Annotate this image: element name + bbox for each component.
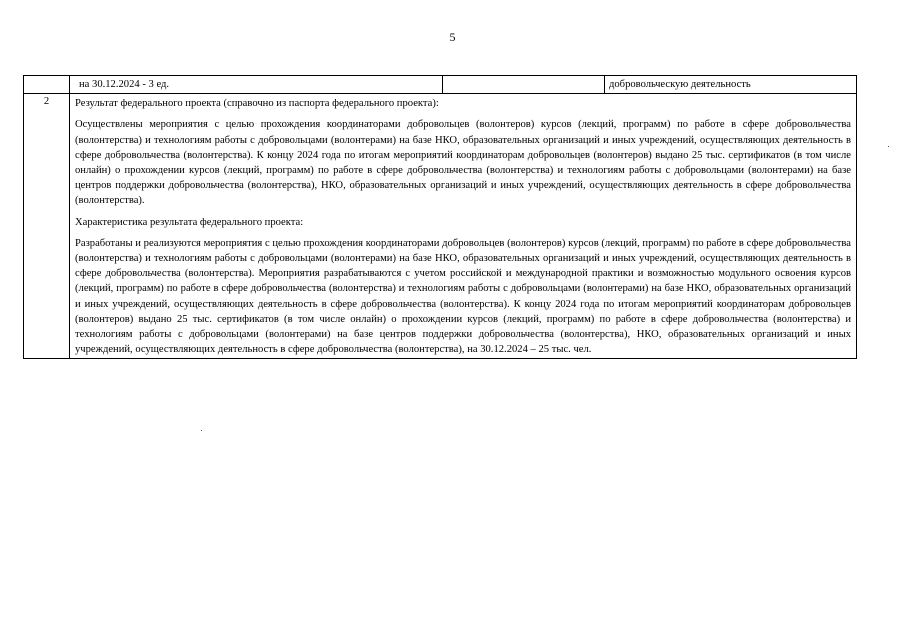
project-results-table [23,75,857,359]
deadline-value-cell: на 30.12.2024 - 3 ед. [75,76,443,93]
characteristic-paragraph: Разработаны и реализуются мероприятия с целью прохождения координаторами добровольцев (волонтеров) курсов (лекций, программ) по работе в сфере добровольчества (волонтерства) и технологиям работы с добровольцами (волонтерами) на базе НКО, образовательных организаций и иных учреждений, осуществляющих деятельность в сфере добровольчества (волонтерства). Мероприятия разрабатываются с учетом российской и международной практики и возможностью модульного освоения курсов (лекций, программ) по работе в сфере добровольчества (волонтерства) и технологиям работы с добровольцами (волонтерами) на базе НКО, образовательных организаций и иных учреждений, осуществляющих деятельность в сфере добровольчества (волонтерства). К концу 2024 года по итогам мероприятий координаторам добровольцев (волонтеров) выдано 25 тыс. сертификатов (в том числе онлайн) о прохождении курсов (лекций, программ) по работе в сфере добровольчества (волонтерства) и технологиям работы с добровольцами (волонтерами) на базе центров поддержки добровольчества (волонтерства), НКО, образовательных организаций и иных учреждений, осуществляющих деятельность в сфере добровольчества (волонтерства), на 30.12.2024 – 25 тыс. чел. [75,237,851,356]
result-heading: Результат федерального проекта (справочно из паспорта федерального проекта): [75,98,439,110]
activity-subcell: добровольческую деятельность [609,79,751,90]
scan-speck [888,146,889,147]
page-number: 5 [449,30,456,44]
table-row-continuation [24,76,857,94]
row-number-cell-empty [24,76,70,94]
result-paragraph: Осуществлены мероприятия с целью прохождения координаторами добровольцев (волонтеров) курсов (лекций, программ) по работе в сфере добровольчества (волонтерства) и технологиям работы с добровольцами (волонтерами) на базе НКО, образовательных организаций и иных учреждений, осуществляющих деятельность в сфере добровольчества (волонтерства). К концу 2024 года по итогам мероприятий координаторам добровольцев (волонтеров) выдано 25 тыс. сертификатов (в том числе онлайн) о прохождении курсов (лекций, программ) по работе в сфере добровольчества (волонтерства) и технологиям работы с добровольцами (волонтерами) на базе центров поддержки добровольчества (волонтерства), НКО, образовательных организаций и иных учреждений, осуществляющих деятельность в сфере добровольчества (волонтерства). [75,119,851,207]
table-row-result-2 [24,94,857,359]
empty-subcell [443,76,605,93]
scan-speck [201,430,202,431]
continuation-subcells [75,76,851,93]
characteristic-heading: Характеристика результата федерального проекта: [75,216,304,228]
result-description-cell [70,94,857,359]
row-number-cell: 2 [24,94,70,359]
continuation-cell [70,76,857,94]
